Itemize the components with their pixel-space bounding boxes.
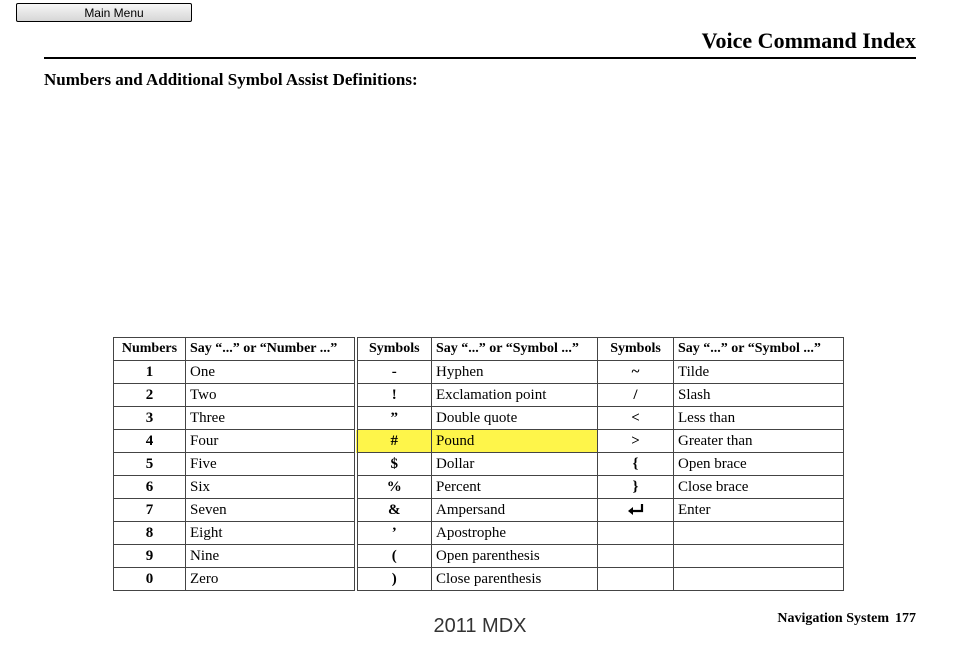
header-say-symbol-2: Say “...” or “Symbol ...” [674, 338, 844, 361]
say-number-cell: Eight [186, 522, 356, 545]
say-symbol-cell-2: Less than [674, 407, 844, 430]
header-symbols: Symbols [356, 338, 432, 361]
table-row [114, 499, 844, 522]
symbol-cell: ! [356, 384, 432, 407]
symbol-cell: % [356, 476, 432, 499]
symbol-cell: $ [356, 453, 432, 476]
say-symbol-cell: Double quote [432, 407, 598, 430]
say-symbol-cell-2 [674, 545, 844, 568]
table-row [114, 361, 844, 384]
number-cell: 9 [114, 545, 186, 568]
number-cell: 3 [114, 407, 186, 430]
header-numbers: Numbers [114, 338, 186, 361]
symbol-cell-2: > [598, 430, 674, 453]
main-menu-button[interactable]: Main Menu [16, 3, 192, 22]
say-number-cell: Four [186, 430, 356, 453]
symbol-cell-2: / [598, 384, 674, 407]
symbol-cell: ’ [356, 522, 432, 545]
say-number-cell: Six [186, 476, 356, 499]
say-symbol-cell-2: Close brace [674, 476, 844, 499]
symbol-cell-2: } [598, 476, 674, 499]
header-say-symbol: Say “...” or “Symbol ...” [432, 338, 598, 361]
table-row [114, 545, 844, 568]
say-number-cell: One [186, 361, 356, 384]
number-cell: 5 [114, 453, 186, 476]
number-cell: 4 [114, 430, 186, 453]
symbol-cell-2 [598, 499, 674, 522]
say-number-cell: Three [186, 407, 356, 430]
say-symbol-cell: Close parenthesis [432, 568, 598, 591]
say-symbol-cell-2: Enter [674, 499, 844, 522]
symbol-cell-2: ~ [598, 361, 674, 384]
symbol-cell-2 [598, 545, 674, 568]
table-row [114, 453, 844, 476]
say-symbol-cell: Apostrophe [432, 522, 598, 545]
table-header-row [114, 338, 844, 361]
symbol-cell-2 [598, 568, 674, 591]
say-number-cell: Nine [186, 545, 356, 568]
say-symbol-cell: Percent [432, 476, 598, 499]
say-symbol-cell-2 [674, 522, 844, 545]
page-title: Voice Command Index [701, 28, 916, 53]
symbol-cell: - [356, 361, 432, 384]
say-symbol-cell-2: Tilde [674, 361, 844, 384]
say-number-cell: Seven [186, 499, 356, 522]
table-row [114, 430, 844, 453]
watermark: 2011 MDX [433, 615, 527, 637]
symbol-cell: ( [356, 545, 432, 568]
symbol-cell: ) [356, 568, 432, 591]
say-symbol-cell-2: Open brace [674, 453, 844, 476]
symbol-cell-2: < [598, 407, 674, 430]
symbol-cell: ” [356, 407, 432, 430]
say-symbol-cell: Dollar [432, 453, 598, 476]
say-symbol-cell: Ampersand [432, 499, 598, 522]
say-symbol-cell-2: Greater than [674, 430, 844, 453]
header-symbols-2: Symbols [598, 338, 674, 361]
table-row [114, 384, 844, 407]
voice-command-table [113, 337, 844, 591]
enter-return-arrow-icon [626, 503, 646, 517]
number-cell: 7 [114, 499, 186, 522]
number-cell: 1 [114, 361, 186, 384]
symbol-cell: # [356, 430, 432, 453]
say-symbol-cell: Hyphen [432, 361, 598, 384]
number-cell: 8 [114, 522, 186, 545]
say-symbol-cell-2 [674, 568, 844, 591]
say-number-cell: Two [186, 384, 356, 407]
symbol-cell: & [356, 499, 432, 522]
table-row [114, 568, 844, 591]
say-number-cell: Five [186, 453, 356, 476]
number-cell: 0 [114, 568, 186, 591]
say-symbol-cell: Pound [432, 430, 598, 453]
table-row [114, 522, 844, 545]
say-symbol-cell-2: Slash [674, 384, 844, 407]
say-number-cell: Zero [186, 568, 356, 591]
footer-label: Navigation System [777, 611, 889, 626]
say-symbol-cell: Open parenthesis [432, 545, 598, 568]
header-say-number: Say “...” or “Number ...” [186, 338, 356, 361]
table-row [114, 407, 844, 430]
table-row [114, 476, 844, 499]
symbol-cell-2 [598, 522, 674, 545]
symbol-cell-2: { [598, 453, 674, 476]
say-symbol-cell: Exclamation point [432, 384, 598, 407]
section-heading: Numbers and Additional Symbol Assist Definitions: [44, 70, 418, 89]
number-cell: 2 [114, 384, 186, 407]
page-number: 177 [895, 611, 916, 626]
number-cell: 6 [114, 476, 186, 499]
title-divider [44, 57, 916, 59]
